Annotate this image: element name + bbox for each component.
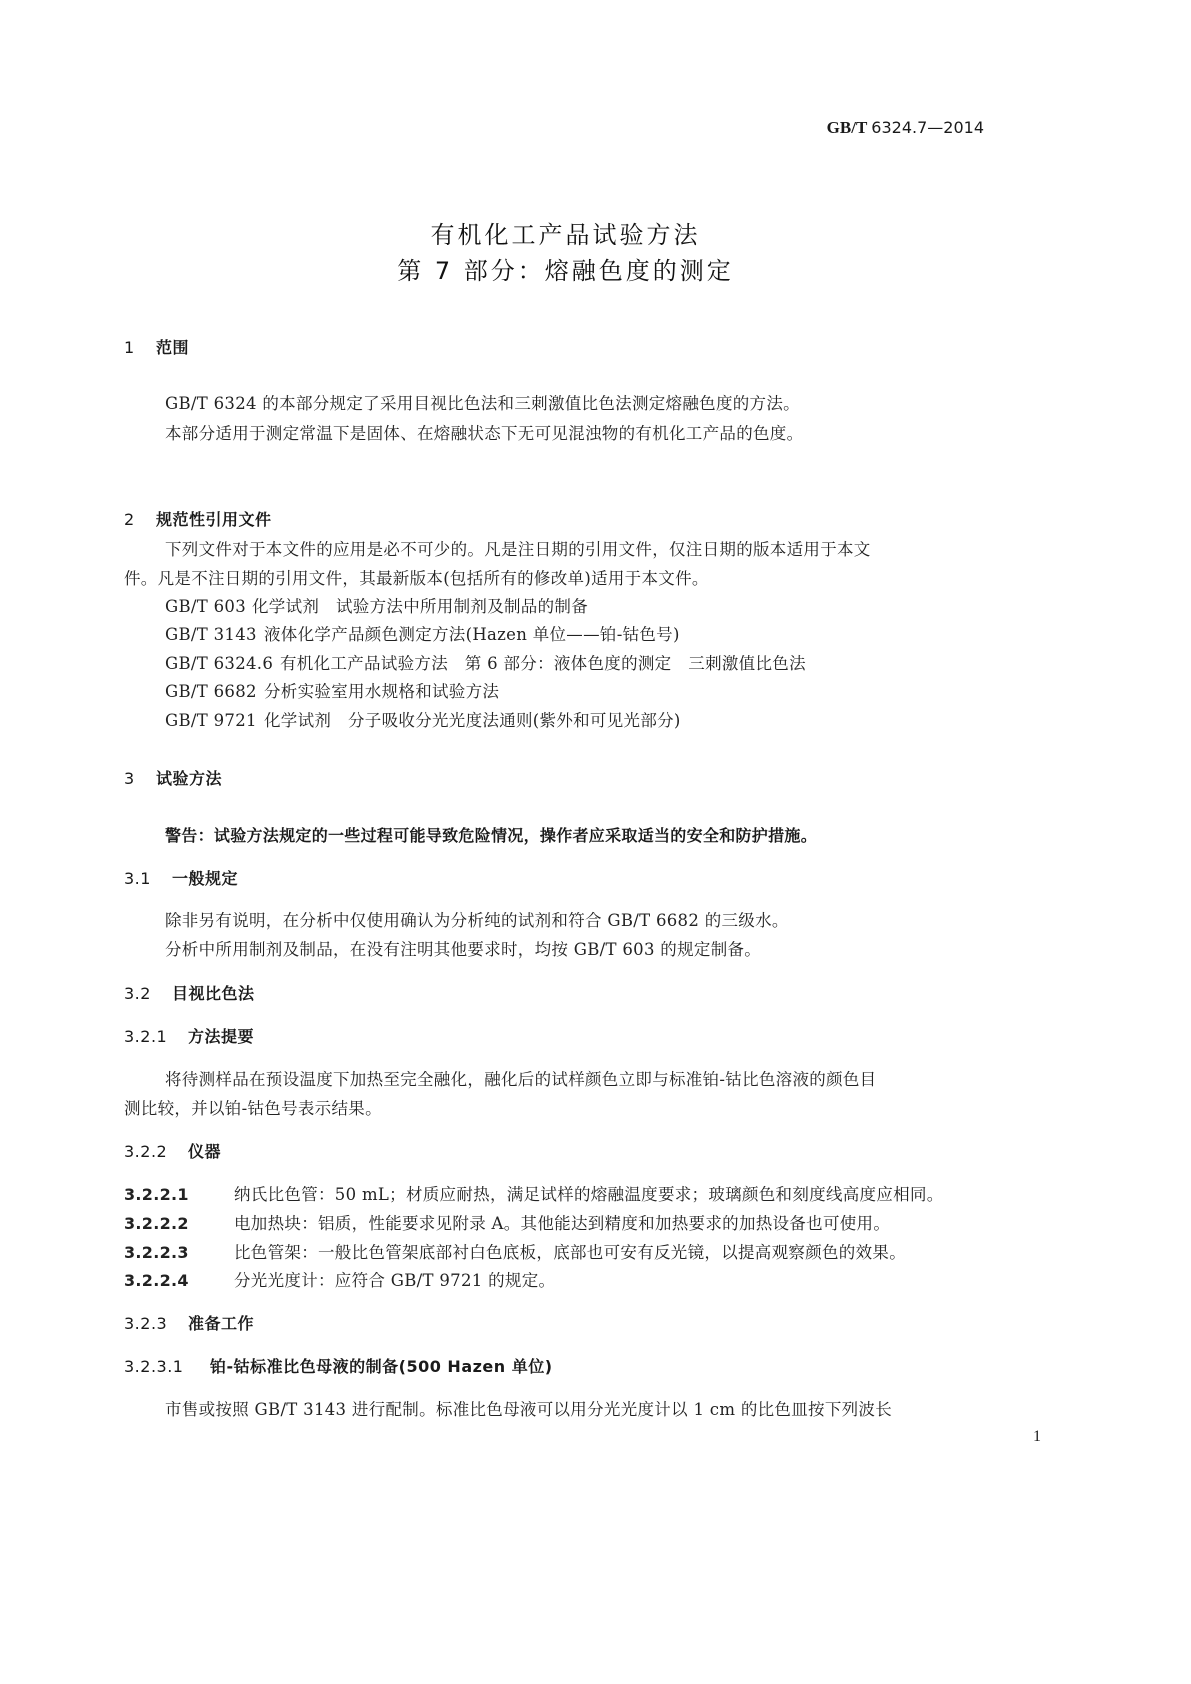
reference-title: 分析实验室用水规格和试验方法 [264,682,500,701]
section-title: 目视比色法 [172,984,255,1003]
section-title: 方法提要 [188,1027,255,1046]
section-number: 3.2.3.1 [124,1357,184,1376]
paragraph: 分析中所用制剂及制品，在没有注明其他要求时，均按 GB/T 603 的规定制备。 [165,940,762,959]
warning-text: 警告：试验方法规定的一些过程可能导致危险情况，操作者应采取适当的安全和防护措施。 [165,826,818,845]
section-number: 3.2 [124,984,151,1003]
section-title: 仪器 [188,1142,222,1161]
standard-number: 6324.7—2014 [871,118,984,137]
item-number: 3.2.2.3 [124,1243,189,1262]
paragraph: 将待测样品在预设温度下加热至完全融化，融化后的试样颜色立即与标准铂-钴比色溶液的颜色目 [165,1070,877,1089]
reference-title: 液体化学产品颜色测定方法(Hazen 单位——铂-钴色号) [264,625,680,644]
document-title-line2: 第 7 部分：熔融色度的测定 [397,257,734,285]
section-title: 规范性引用文件 [156,510,272,529]
reference-item [165,650,806,674]
instrument-item [124,1210,890,1234]
section-2-heading [124,507,272,530]
section-title: 范围 [156,338,190,357]
reference-code: GB/T 9721 [165,711,257,730]
reference-code: GB/T 6324.6 [165,654,274,673]
subsection-3-2-heading [124,981,255,1004]
item-number: 3.2.2.4 [124,1271,189,1290]
paragraph: 件。凡是不注日期的引用文件，其最新版本(包括所有的修改单)适用于本文件。 [124,569,709,588]
section-number: 3.2.1 [124,1027,168,1046]
subsection-3-2-2-heading [124,1139,221,1162]
subsection-3-2-1-heading [124,1024,254,1047]
section-number: 2 [124,510,135,529]
section-title: 一般规定 [172,869,239,888]
subsection-3-1-heading [124,866,238,889]
reference-code: GB/T 603 [165,597,247,616]
subsection-3-2-3-1-heading [124,1354,553,1377]
section-title: 准备工作 [188,1314,255,1333]
reference-item [165,621,680,645]
standard-prefix: GB/T [826,118,868,137]
item-number: 3.2.2.2 [124,1214,189,1233]
paragraph: 市售或按照 GB/T 3143 进行配制。标准比色母液可以用分光光度计以 1 cm 的比色皿按下列波长 [165,1400,893,1419]
section-1-heading [124,335,189,358]
instrument-item [124,1267,555,1291]
item-text: 比色管架：一般比色管架底部衬白色底板，底部也可安有反光镜，以提高观察颜色的效果。 [234,1243,906,1262]
reference-title: 化学试剂 试验方法中所用制剂及制品的制备 [252,597,588,616]
section-3-heading [124,766,222,789]
reference-item [165,707,681,731]
reference-title: 有机化工产品试验方法 第 6 部分：液体色度的测定 三刺激值比色法 [280,654,806,673]
instrument-item [124,1239,906,1263]
subsection-3-2-3-heading [124,1311,254,1334]
section-number: 3.1 [124,869,151,888]
paragraph: 除非另有说明，在分析中仅使用确认为分析纯的试剂和符合 GB/T 6682 的三级水。 [165,911,789,930]
paragraph: 下列文件对于本文件的应用是必不可少的。凡是注日期的引用文件，仅注日期的版本适用于本文 [165,540,871,559]
standard-header [827,118,984,138]
reference-code: GB/T 6682 [165,682,257,701]
item-text: 电加热块：铝质，性能要求见附录 A。其他能达到精度和加热要求的加热设备也可使用。 [234,1214,891,1233]
section-number: 3 [124,769,135,788]
instrument-item [124,1181,944,1205]
section-number: 1 [124,338,135,357]
item-text: 纳氏比色管：50 mL；材质应耐热，满足试样的熔融温度要求；玻璃颜色和刻度线高度应相同。 [234,1185,944,1204]
paragraph: 测比较，并以铂-钴色号表示结果。 [124,1099,382,1118]
section-title: 铂-钴标准比色母液的制备(500 Hazen 单位) [210,1357,553,1376]
section-number: 3.2.2 [124,1142,168,1161]
document-title-line1: 有机化工产品试验方法 [430,221,701,249]
page-number: 1 [1033,1428,1041,1445]
reference-item [165,678,499,702]
paragraph: GB/T 6324 的本部分规定了采用目视比色法和三刺激值比色法测定熔融色度的方法。 [165,394,800,413]
section-title: 试验方法 [156,769,223,788]
item-text: 分光光度计：应符合 GB/T 9721 的规定。 [234,1271,556,1290]
reference-code: GB/T 3143 [165,625,257,644]
paragraph: 本部分适用于测定常温下是固体、在熔融状态下无可见混浊物的有机化工产品的色度。 [165,424,804,443]
reference-item [165,593,588,617]
section-number: 3.2.3 [124,1314,168,1333]
item-number: 3.2.2.1 [124,1185,189,1204]
reference-title: 化学试剂 分子吸收分光光度法通则(紫外和可见光部分) [264,711,681,730]
